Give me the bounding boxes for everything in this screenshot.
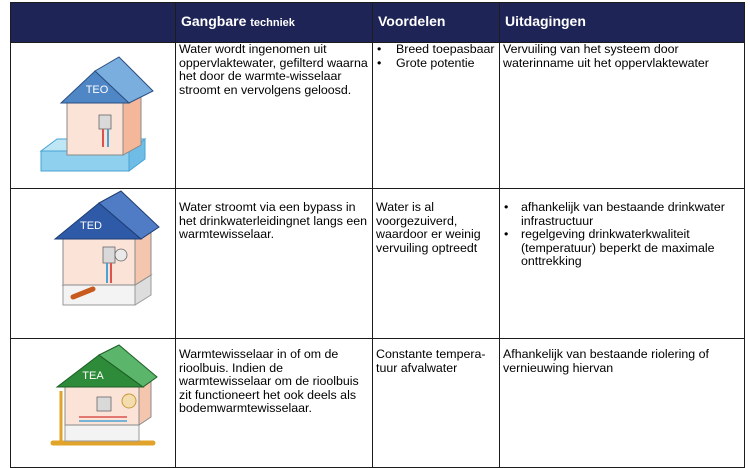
teo-challenges: Vervuiling van het systeem door waterinname uit het oppervlaktewater [500, 43, 745, 189]
teo-house-illustration [11, 43, 176, 189]
ted-house-illustration [11, 189, 176, 327]
technique-table [10, 2, 745, 468]
teo-label: TEO [85, 84, 109, 96]
ted-challenges-list [503, 201, 741, 269]
ted-benefits: Water is al voorgezuiverd, waardoor er weinig vervuiling optreedt [373, 189, 500, 339]
table-row-tea [11, 339, 745, 468]
tea-challenges: Afhankelijk van bestaande riolering of vernieuwing hiervan [500, 339, 745, 468]
list-item: • afhankelijk van bestaande drinkwater infrastructuur [503, 201, 741, 228]
list-item: • Grote potentie [376, 57, 496, 71]
list-item: • regelgeving drinkwaterkwaliteit (temperatuur) beperkt de maximale onttrekking [503, 228, 741, 269]
list-item: • Breed toepasbaar [376, 43, 496, 57]
ted-technique: Water stroomt via een bypass in het drinkwaterleidingnet langs een warmtewisselaar. [176, 189, 373, 339]
table-header-row [11, 3, 745, 43]
header-image-column [11, 3, 176, 43]
ted-illustration-cell [11, 189, 176, 339]
header-technique-main: Gangbare [181, 13, 247, 29]
teo-benefits [373, 43, 500, 189]
ted-challenges [500, 189, 745, 339]
tea-illustration-cell [11, 339, 176, 468]
tea-benefits: Constante tempera-tuur afvalwater [373, 339, 500, 468]
tea-house-illustration [11, 339, 176, 459]
table-row-teo [11, 43, 745, 189]
teo-technique: Water wordt ingenomen uit oppervlaktewater, gefilterd waarna het door de warmte-wisselaar stroomt en vervolgens geloosd. [176, 43, 373, 189]
tea-label: TEA [82, 370, 104, 382]
teo-illustration-cell [11, 43, 176, 189]
tea-technique: Warmtewisselaar in of om de rioolbuis. Indien de warmtewisselaar om de rioolbuis zit functioneert het ook deels als bodemwarmtewisselaar. [176, 339, 373, 468]
header-benefits: Voordelen [373, 3, 500, 43]
header-technique [176, 3, 373, 43]
ted-label: TED [80, 220, 102, 232]
table-row-ted [11, 189, 745, 339]
teo-benefits-list [376, 43, 496, 70]
header-challenges: Uitdagingen [500, 3, 745, 43]
header-technique-small: techniek [250, 17, 295, 29]
